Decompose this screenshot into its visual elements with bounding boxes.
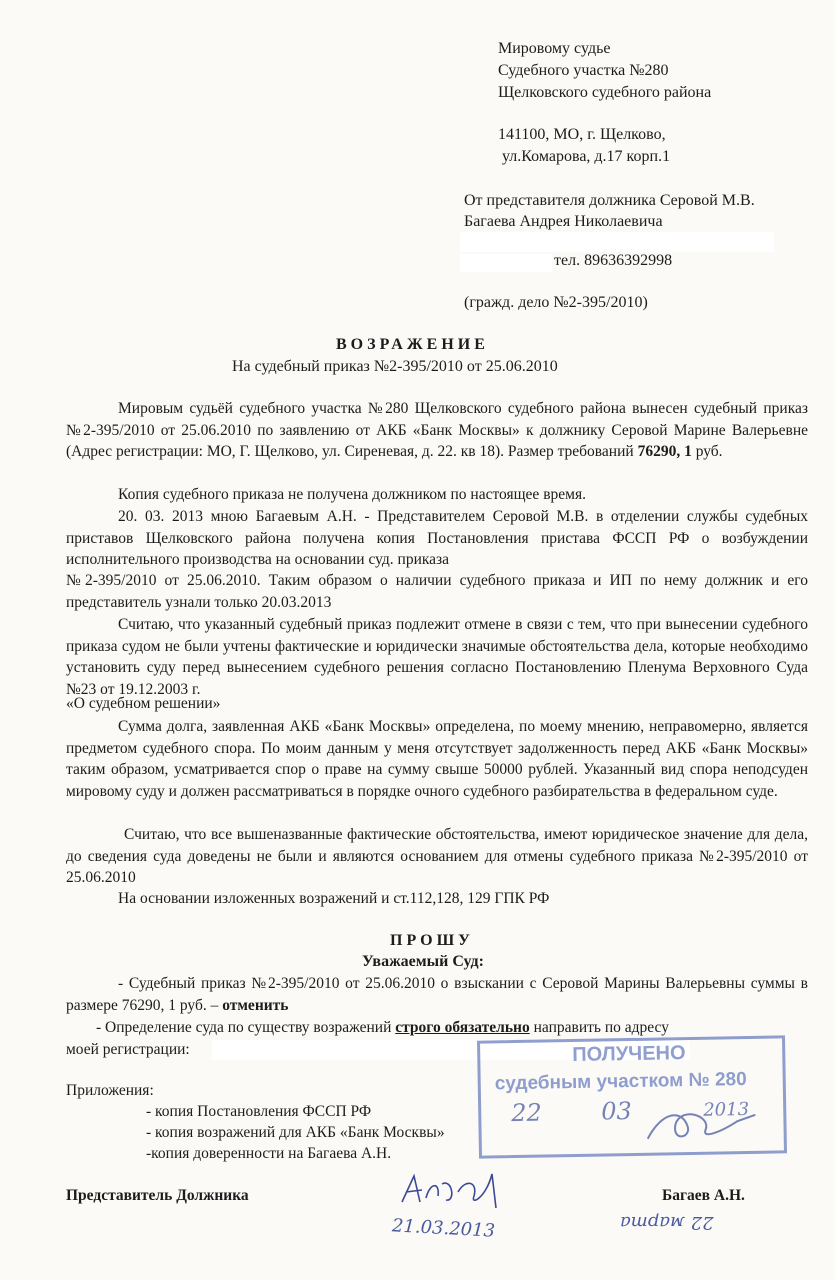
addressee-address2: ул.Комарова, д.17 корп.1 [502, 148, 671, 165]
request-item-1-bold: отменить [222, 996, 289, 1014]
signature-name: Багаев А.Н. [662, 1187, 745, 1204]
request-item-2-end: направить по адресу [533, 1019, 669, 1036]
paragraph-5: Сумма долга, заявленная АКБ «Банк Москвы» определена, по моему мнению, неправомерно, является предметом судебного спора. По моим данным у меня отсутствует задолженность перед АКБ «Банк Москвы» таким образом, усматривается спор о праве на сумму свыше 50000 рублей. Указанный вид спора неподсуден мировому суду и должен рассматриваться в порядке очного судебного разбирательства в федеральном суде. [66, 718, 808, 800]
handwritten-date: 21.03.2013 [391, 1215, 496, 1242]
stamp-line2: судебным участком № 280 [494, 1068, 747, 1095]
stamp-line1: ПОЛУЧЕНО [572, 1042, 686, 1067]
stamp-signature-icon [641, 1098, 762, 1147]
paragraph-4: Считаю, что указанный судебный приказ подлежит отмене в связи с тем, что при вынесении судебного приказа судом не были учтены фактические и юридически значимые обстоятельства дела, которые необходимо установить суду перед вынесением судебного решения согласно Постановлению Пленума Верховного Суда №23 от 19.12.2003 г. [66, 616, 808, 698]
paragraph-7: На основании изложенных возражений и ст.112,128, 129 ГПК РФ [118, 890, 550, 907]
handwritten-note: 22 марта [620, 1212, 714, 1233]
redacted-address [460, 232, 774, 252]
paragraph-3: 20. 03. 2013 мною Багаевым А.Н. - Представителем Серовой М.В. в отделении службы судебных приставов Щелковского района получена копия Постановления пристава ФССП РФ о возбуждении исполнительного производства на основании суд. приказа [66, 508, 808, 568]
stamp-day: 22 [511, 1098, 543, 1128]
stamp-year: 2013 [703, 1098, 750, 1121]
claim-amount: 76290, 1 [637, 443, 692, 460]
request-item-2-emph: строго обязательно [395, 1019, 530, 1036]
stamp-month: 03 [601, 1097, 633, 1126]
paragraph-1-text: Мировым судьёй судебного участка №280 Щелковского судебного района вынесен судебный приказ №2-395/2010 от 25.06.2010 по заявлению от АКБ «Банк Москвы» к должнику Серовой Марине Валерьевне (Адрес регистрации: МО, Г. Щелково, ул. Сиреневая, д. 22. кв 18). Размер требований [66, 400, 808, 460]
paragraph-6: Считаю, что все вышеназванные фактические обстоятельства, имеют юридическое значение для дела, до сведения суда доведены не были и являются основанием для отмены судебного приказа №2-395/2010 от 25.06.2010 [66, 826, 808, 886]
document-subtitle: На судебный приказ №2-395/2010 от 25.06.2010 [232, 358, 558, 375]
request-salutation: Уважаемый Суд: [362, 953, 484, 970]
redacted-address-2 [460, 254, 552, 272]
addressee-address1: 141100, МО, г. Щелково, [498, 126, 666, 143]
sender-phone: тел. 89636392998 [554, 252, 673, 269]
sender-line2: Багаева Андрея Николаевича [464, 213, 663, 230]
request-item-2 [66, 1017, 808, 1039]
attachment-item-2: - копия возражений для АКБ «Банк Москвы» [146, 1124, 445, 1141]
request-heading: ПРОШУ [390, 932, 474, 949]
paragraph-1 [66, 398, 808, 463]
addressee-line1: Мировому судье [498, 40, 611, 57]
paragraph-2: Копия судебного приказа не получена должником по настоящее время. [118, 486, 586, 503]
paragraph-4b: «О судебном решении» [66, 695, 221, 712]
case-number: (гражд. дело №2-395/2010) [464, 294, 648, 311]
addressee-line3: Щелковского судебного района [498, 84, 712, 101]
attachment-item-1: - копия Постановления ФССП РФ [146, 1103, 372, 1120]
addressee-line2: Судебного участка №280 [498, 62, 669, 79]
request-item-1 [66, 973, 808, 1016]
paragraph-3b: №2-395/2010 от 25.06.2010. Таким образом о наличии судебного приказа и ИП по нему должник и его представитель узнали только 20.03.2013 [66, 572, 808, 611]
paragraph-1-end: руб. [695, 443, 723, 460]
attachment-item-3: -копия доверенности на Багаева А.Н. [146, 1145, 392, 1162]
document-title: ВОЗРАЖЕНИЕ [336, 336, 489, 353]
request-item-2-line2: моей регистрации: [66, 1041, 190, 1058]
attachments-heading: Приложения: [66, 1082, 154, 1099]
signature-role: Представитель Должника [66, 1187, 249, 1204]
received-stamp [477, 1035, 787, 1158]
request-item-2-start: - Определение суда по существу возражений [96, 1019, 392, 1036]
sender-line1: От представителя должника Серовой М.В. [464, 192, 755, 209]
request-item-1-text: - Судебный приказ №2-395/2010 от 25.06.2010 о взыскании с Серовой Марины Валерьевны суммы в размере 76290, 1 руб. – [66, 975, 808, 1014]
handwritten-signature-icon [396, 1168, 516, 1212]
